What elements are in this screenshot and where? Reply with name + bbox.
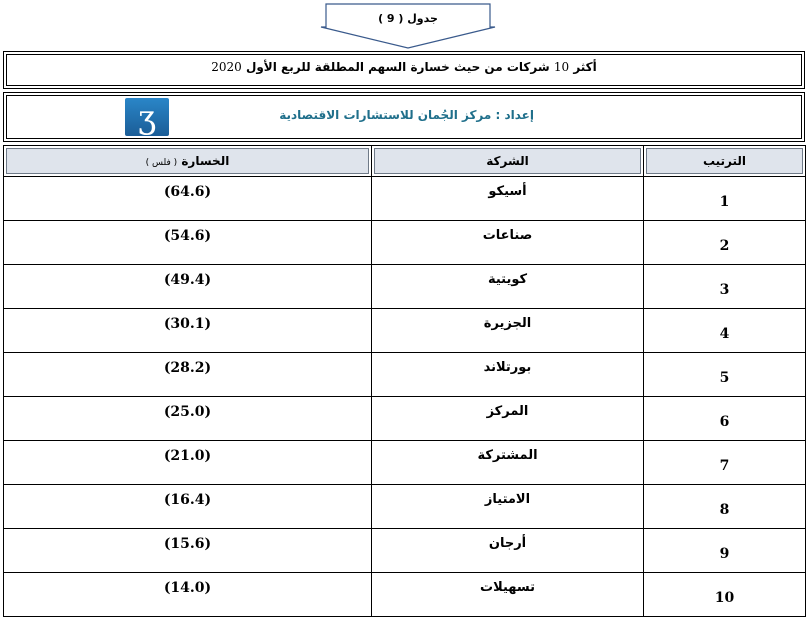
rank-cell: 10	[644, 573, 806, 617]
loss-cell: (64.6)	[4, 177, 372, 221]
company-cell: صناعات	[372, 221, 644, 265]
table-row	[4, 573, 806, 617]
company-cell: أسيكو	[372, 177, 644, 221]
table-row	[4, 353, 806, 397]
loss-cell: (25.0)	[4, 397, 372, 441]
rank-cell: 5	[644, 353, 806, 397]
rank-cell: 8	[644, 485, 806, 529]
rank-cell: 1	[644, 177, 806, 221]
company-cell: الجزيرة	[372, 309, 644, 353]
loss-cell: (14.0)	[4, 573, 372, 617]
loss-cell: (54.6)	[4, 221, 372, 265]
company-cell: المركز	[372, 397, 644, 441]
table-row	[4, 265, 806, 309]
table-row	[4, 485, 806, 529]
rank-cell: 6	[644, 397, 806, 441]
loss-cell: (49.4)	[4, 265, 372, 309]
company-cell: المشتركة	[372, 441, 644, 485]
table-row	[4, 397, 806, 441]
rank-cell: 4	[644, 309, 806, 353]
loss-cell: (16.4)	[4, 485, 372, 529]
company-cell: أرجان	[372, 529, 644, 573]
table-header-row	[4, 146, 806, 177]
prepared-by-frame	[3, 92, 805, 142]
aljuman-logo-icon	[125, 98, 169, 136]
rank-cell: 3	[644, 265, 806, 309]
prepared-by-text: إعداد : مركز الجُمان للاستشارات الاقتصادية	[279, 108, 534, 122]
loss-cell: (30.1)	[4, 309, 372, 353]
title-year: 2020	[211, 60, 242, 74]
table-row	[4, 309, 806, 353]
title-suffix: شركات من حيث خسارة السهم المطلقة للربع الأول	[245, 60, 550, 74]
company-cell: تسهيلات	[372, 573, 644, 617]
title-number: 10	[553, 60, 570, 74]
rank-cell: 2	[644, 221, 806, 265]
header-loss	[4, 146, 372, 177]
loss-cell: (15.6)	[4, 529, 372, 573]
company-cell: الامتياز	[372, 485, 644, 529]
table-row	[4, 441, 806, 485]
table-row	[4, 177, 806, 221]
table-number-banner	[320, 3, 496, 49]
header-loss-unit: ( فلس )	[145, 158, 178, 168]
table-row	[4, 529, 806, 573]
rank-cell: 7	[644, 441, 806, 485]
company-cell: بورتلاند	[372, 353, 644, 397]
logo-glyph: ʒ	[137, 98, 157, 136]
loss-cell: (21.0)	[4, 441, 372, 485]
table-number-label: جدول ( 9 )	[378, 12, 438, 25]
company-cell: كويتية	[372, 265, 644, 309]
table-title	[4, 60, 804, 74]
table-row	[4, 221, 806, 265]
title-frame	[3, 51, 805, 89]
header-company: الشركة	[372, 146, 644, 177]
header-rank: الترتيب	[644, 146, 806, 177]
rank-cell: 9	[644, 529, 806, 573]
loss-cell: (28.2)	[4, 353, 372, 397]
header-loss-label: الخسارة	[181, 154, 230, 168]
down-arrow-shape	[320, 3, 496, 49]
loss-ranking-table	[3, 145, 806, 617]
title-prefix: أكثر	[573, 60, 597, 74]
